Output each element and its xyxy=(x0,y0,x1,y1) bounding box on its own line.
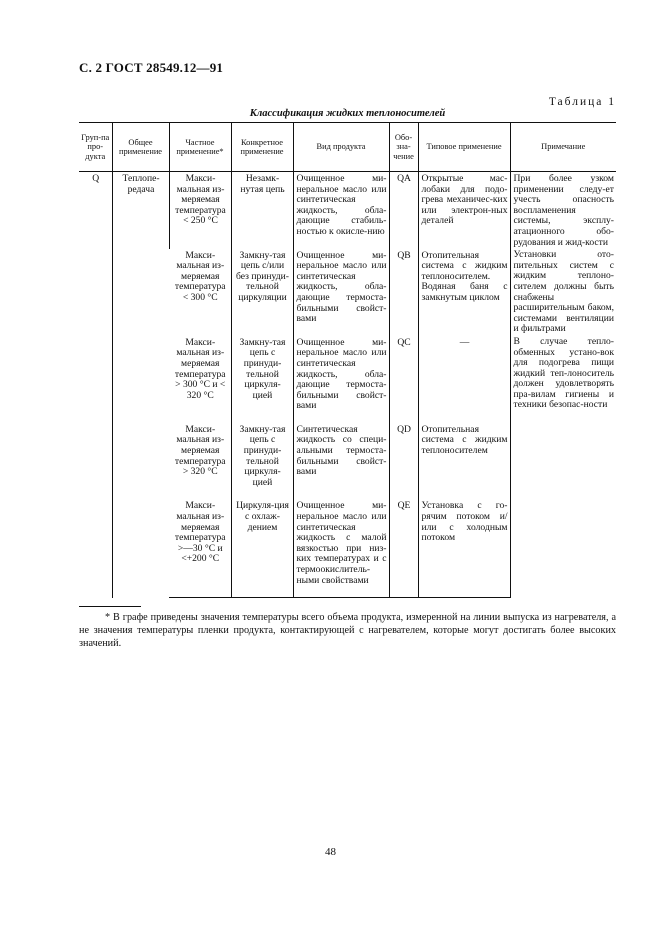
typical-use-cell: Открытые мас-лобаки для подо-грева механичес-ких или электрон-ных деталей xyxy=(418,172,510,249)
product-type-cell: Очищенное ми-неральное масло или синтетическая жидкость, обла-дающие термоста-бильными свойст-вами xyxy=(293,249,389,336)
column-header: Типовое применение xyxy=(418,123,510,172)
concrete-use-cell: Замкну-тая цепь с/или без принуди-тельной циркуляции xyxy=(231,249,293,336)
note-paragraph: При более узком применении следу-ет учесть опасность воспламенения системы, эксплу-атационного обо-рудования и жид-кости xyxy=(513,173,614,248)
product-type-cell: Очищенное ми-неральное масло или синтетическая жидкость с малой вязкостью при низ-ких температурах и с термоокислитель-ными свойствами xyxy=(293,499,389,597)
column-header: Примечание xyxy=(510,123,616,172)
page-number: 48 xyxy=(325,846,336,858)
note-paragraph: Установки ото-пительных систем с жидким теплоно-сителем должны быть снабжены расширительным баком, системами вентиляции и фильтрами xyxy=(513,249,614,335)
code-cell: QC xyxy=(389,336,418,423)
note-paragraph: В случае тепло-обменных устано-вок для подогрева пищи жидкий теп-лоноситель должен удовлетворять пра-вилам гигиены и техники безопас-ности xyxy=(513,335,614,411)
column-header: Частное применение* xyxy=(169,123,231,172)
notes-cell xyxy=(510,172,616,598)
column-header: Груп-па про-дукта xyxy=(79,123,112,172)
particular-use-cell: Макси-мальная из-меряемая температура > 300 °С и < 320 °С xyxy=(174,336,226,401)
concrete-use-cell: Незамк-нутая цепь xyxy=(231,172,293,249)
page-header: С. 2 ГОСТ 28549.12—91 xyxy=(79,60,224,75)
concrete-use-cell: Замкну-тая цепь с принуди-тельной циркуля-цией xyxy=(231,423,293,500)
concrete-use-cell: Замкну-тая цепь с принуди-тельной циркуля-цией xyxy=(231,336,293,423)
typical-use-cell: Установка с го-рячим потоком и/или с холодным потоком xyxy=(418,499,510,597)
code-cell: QD xyxy=(389,423,418,500)
footnote-divider xyxy=(79,606,141,607)
particular-use-cell: Макси-мальная из-меряемая температура < 250 °С xyxy=(169,172,231,249)
table-label: Таблица 1 xyxy=(548,96,616,108)
column-header: Конкретное применение xyxy=(231,123,293,172)
product-type-cell: Очищенное ми-неральное масло или синтетическая жидкость, обла-дающие стабиль-ностью к окисле-нию xyxy=(293,172,389,249)
column-header: Вид продукта xyxy=(293,123,389,172)
concrete-use-cell: Циркуля-ция с охлаж-дением xyxy=(231,499,293,597)
footnote: * В графе приведены значения температуры всего объема продукта, измеренной на линии выпуска из нагревателя, а не значения температуры пленки продукта, контактирующей с нагревателем, которые могут достигать более высоких значений. xyxy=(79,612,616,649)
typical-use-cell: Отопительная система с жидким теплоносителем. Водяная баня с замкнутым циклом xyxy=(418,249,510,336)
table-header-row xyxy=(79,123,616,172)
general-use-cell: Теплопе-редача xyxy=(112,172,169,598)
typical-use-cell: Отопительная система с жидким теплоносителем xyxy=(418,423,510,500)
product-group-cell: Q xyxy=(92,173,100,184)
classification-table xyxy=(79,122,616,598)
code-cell: QE xyxy=(389,499,418,597)
table-row xyxy=(79,172,616,249)
code-cell: QB xyxy=(389,249,418,336)
column-header: Обо-зна-чение xyxy=(389,123,418,172)
particular-use-cell: Макси-мальная из-меряемая температура < 300 °С xyxy=(174,249,226,303)
particular-use-cell: Макси-мальная из-меряемая температура >—30 °С и <+200 °С xyxy=(169,499,231,597)
column-header: Общее применение xyxy=(112,123,169,172)
classification-table-wrapper xyxy=(79,122,616,598)
particular-use-cell: Макси-мальная из-меряемая температура > 320 °С xyxy=(174,423,226,478)
product-type-cell: Синтетическая жидкость со специ-альными термоста-бильными свойст-вами xyxy=(293,423,389,500)
code-cell: QA xyxy=(389,172,418,249)
product-type-cell: Очищенное ми-неральное масло или синтетическая жидкость, обла-дающие термоста-бильными свойст-вами xyxy=(293,336,389,423)
table-title: Классификация жидких теплоносителей xyxy=(249,108,446,119)
typical-use-cell: — xyxy=(418,336,510,423)
